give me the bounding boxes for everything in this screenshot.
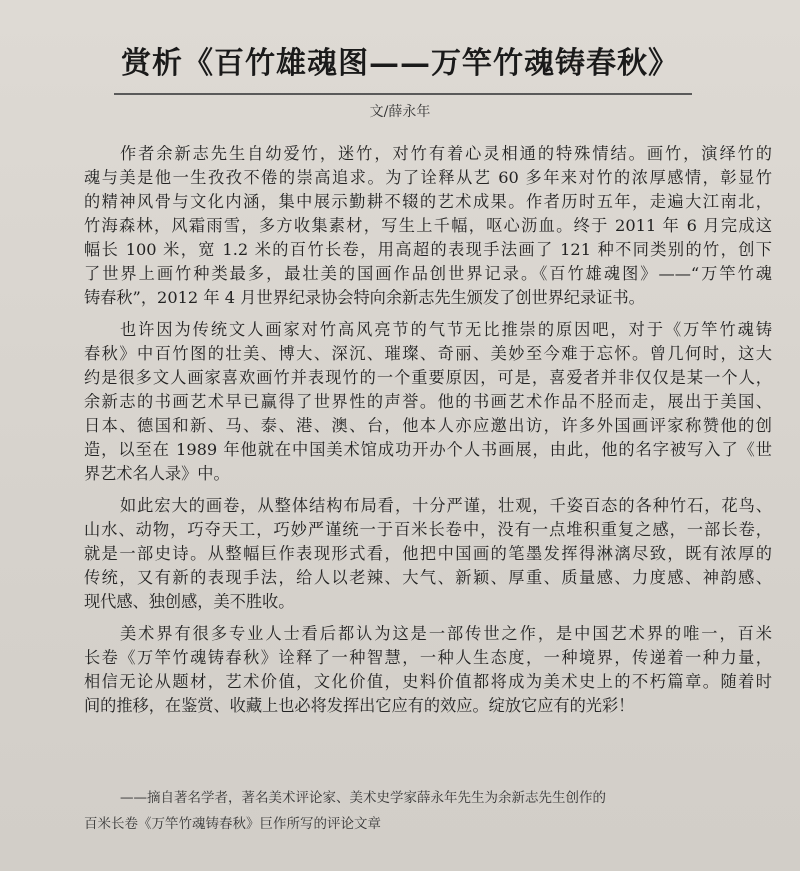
text-line: 日本、德国和新、马、泰、港、澳、台，他本人亦应邀出访，许多外国画评家称赞他的创 (84, 416, 772, 435)
text-line: 铸春秋”，2012 年 4 月世界纪录协会特向余新志先生颁发了创世界纪录证书。 (84, 288, 645, 307)
text-line: 幅长 100 米，宽 1.2 米的百竹长卷，用高超的表现手法画了 121 种不同类别的竹，创下 (84, 240, 772, 259)
title-divider (114, 93, 692, 95)
source-note (84, 785, 772, 837)
text-line: 界艺术名人录》中。 (84, 464, 230, 483)
text-line: 竹海森林，风霜雨雪，多方收集素材，写生上千幅，呕心沥血。终于 2011 年 6 月完成这 (84, 216, 772, 235)
text-line: 现代感、独创感，美不胜收。 (84, 592, 295, 611)
article-title: 赏析《百竹雄魂图——万竿竹魂铸春秋》 (121, 46, 679, 81)
text-line: 魂与美是他一生孜孜不倦的崇高追求。为了诠释从艺 60 多年来对竹的浓厚感情，彰显竹 (84, 168, 772, 187)
paragraph-1 (84, 142, 772, 310)
text-line: 造，以至在 1989 年他就在中国美术馆成功开办个人书画展，由此，他的名字被写入了《世 (84, 440, 772, 459)
text-line: 作者余新志先生自幼爱竹，迷竹，对竹有着心灵相通的特殊情结。画竹，演绎竹的 (120, 144, 772, 163)
text-line: 就是一部史诗。从整幅巨作表现形式看，他把中国画的笔墨发挥得淋漓尽致，既有浓厚的 (84, 544, 772, 563)
text-line: 间的推移，在鉴赏、收藏上也必将发挥出它应有的效应。绽放它应有的光彩！ (84, 696, 635, 715)
text-line: 的精神风骨与文化内涵，集中展示勤耕不辍的艺术成果。作者历时五年，走遍大江南北， (84, 192, 772, 211)
text-line: 美术界有很多专业人士看后都认为这是一部传世之作，是中国艺术界的唯一，百米 (120, 624, 772, 643)
text-line: 传统，又有新的表现手法，给人以老辣、大气、新颖、厚重、质量感、力度感、神韵感、 (84, 568, 772, 587)
article-author: 文/薛永年 (369, 104, 431, 120)
text-line: 了世界上画竹种类最多，最壮美的国画作品创世界记录。《百竹雄魂图》——“万竿竹魂 (84, 264, 772, 283)
paragraph-3 (84, 494, 772, 614)
text-line: 长卷《万竿竹魂铸春秋》诠释了一种智慧，一种人生态度，一种境界，传递着一种力量， (84, 648, 772, 667)
paragraph-4 (84, 622, 772, 718)
text-line: 相信无论从题材，艺术价值，文化价值，史料价值都将成为美术史上的不朽篇章。随着时 (84, 672, 772, 691)
text-line: 春秋》中百竹图的壮美、博大、深沉、璀璨、奇丽、美妙至今难于忘怀。曾几何时，这大 (84, 344, 772, 363)
text-line: 山水、动物，巧夺天工，巧妙严谨统一于百米长卷中，没有一点堆积重复之感，一部长卷， (84, 520, 772, 539)
text-line: 约是很多文人画家喜欢画竹并表现竹的一个重要原因，可是，喜爱者并非仅仅是某一个人， (84, 368, 772, 387)
source-line: 百米长卷《万竿竹魂铸春秋》巨作所写的评论文章 (84, 816, 381, 832)
paragraph-2 (84, 318, 772, 486)
text-line: 如此宏大的画卷，从整体结构布局看，十分严谨，壮观，千姿百态的各种竹石，花鸟、 (120, 496, 772, 515)
article-body (84, 142, 772, 726)
text-line: 也许因为传统文人画家对竹高风亮节的气节无比推崇的原因吧，对于《万竿竹魂铸 (120, 320, 772, 339)
text-line: 余新志的书画艺术早已赢得了世界性的声誉。他的书画艺术作品不胫而走，展出于美国、 (84, 392, 772, 411)
source-line: ——摘自著名学者，著名美术评论家、美术史学家薛永年先生为余新志先生创作的 (120, 790, 606, 806)
